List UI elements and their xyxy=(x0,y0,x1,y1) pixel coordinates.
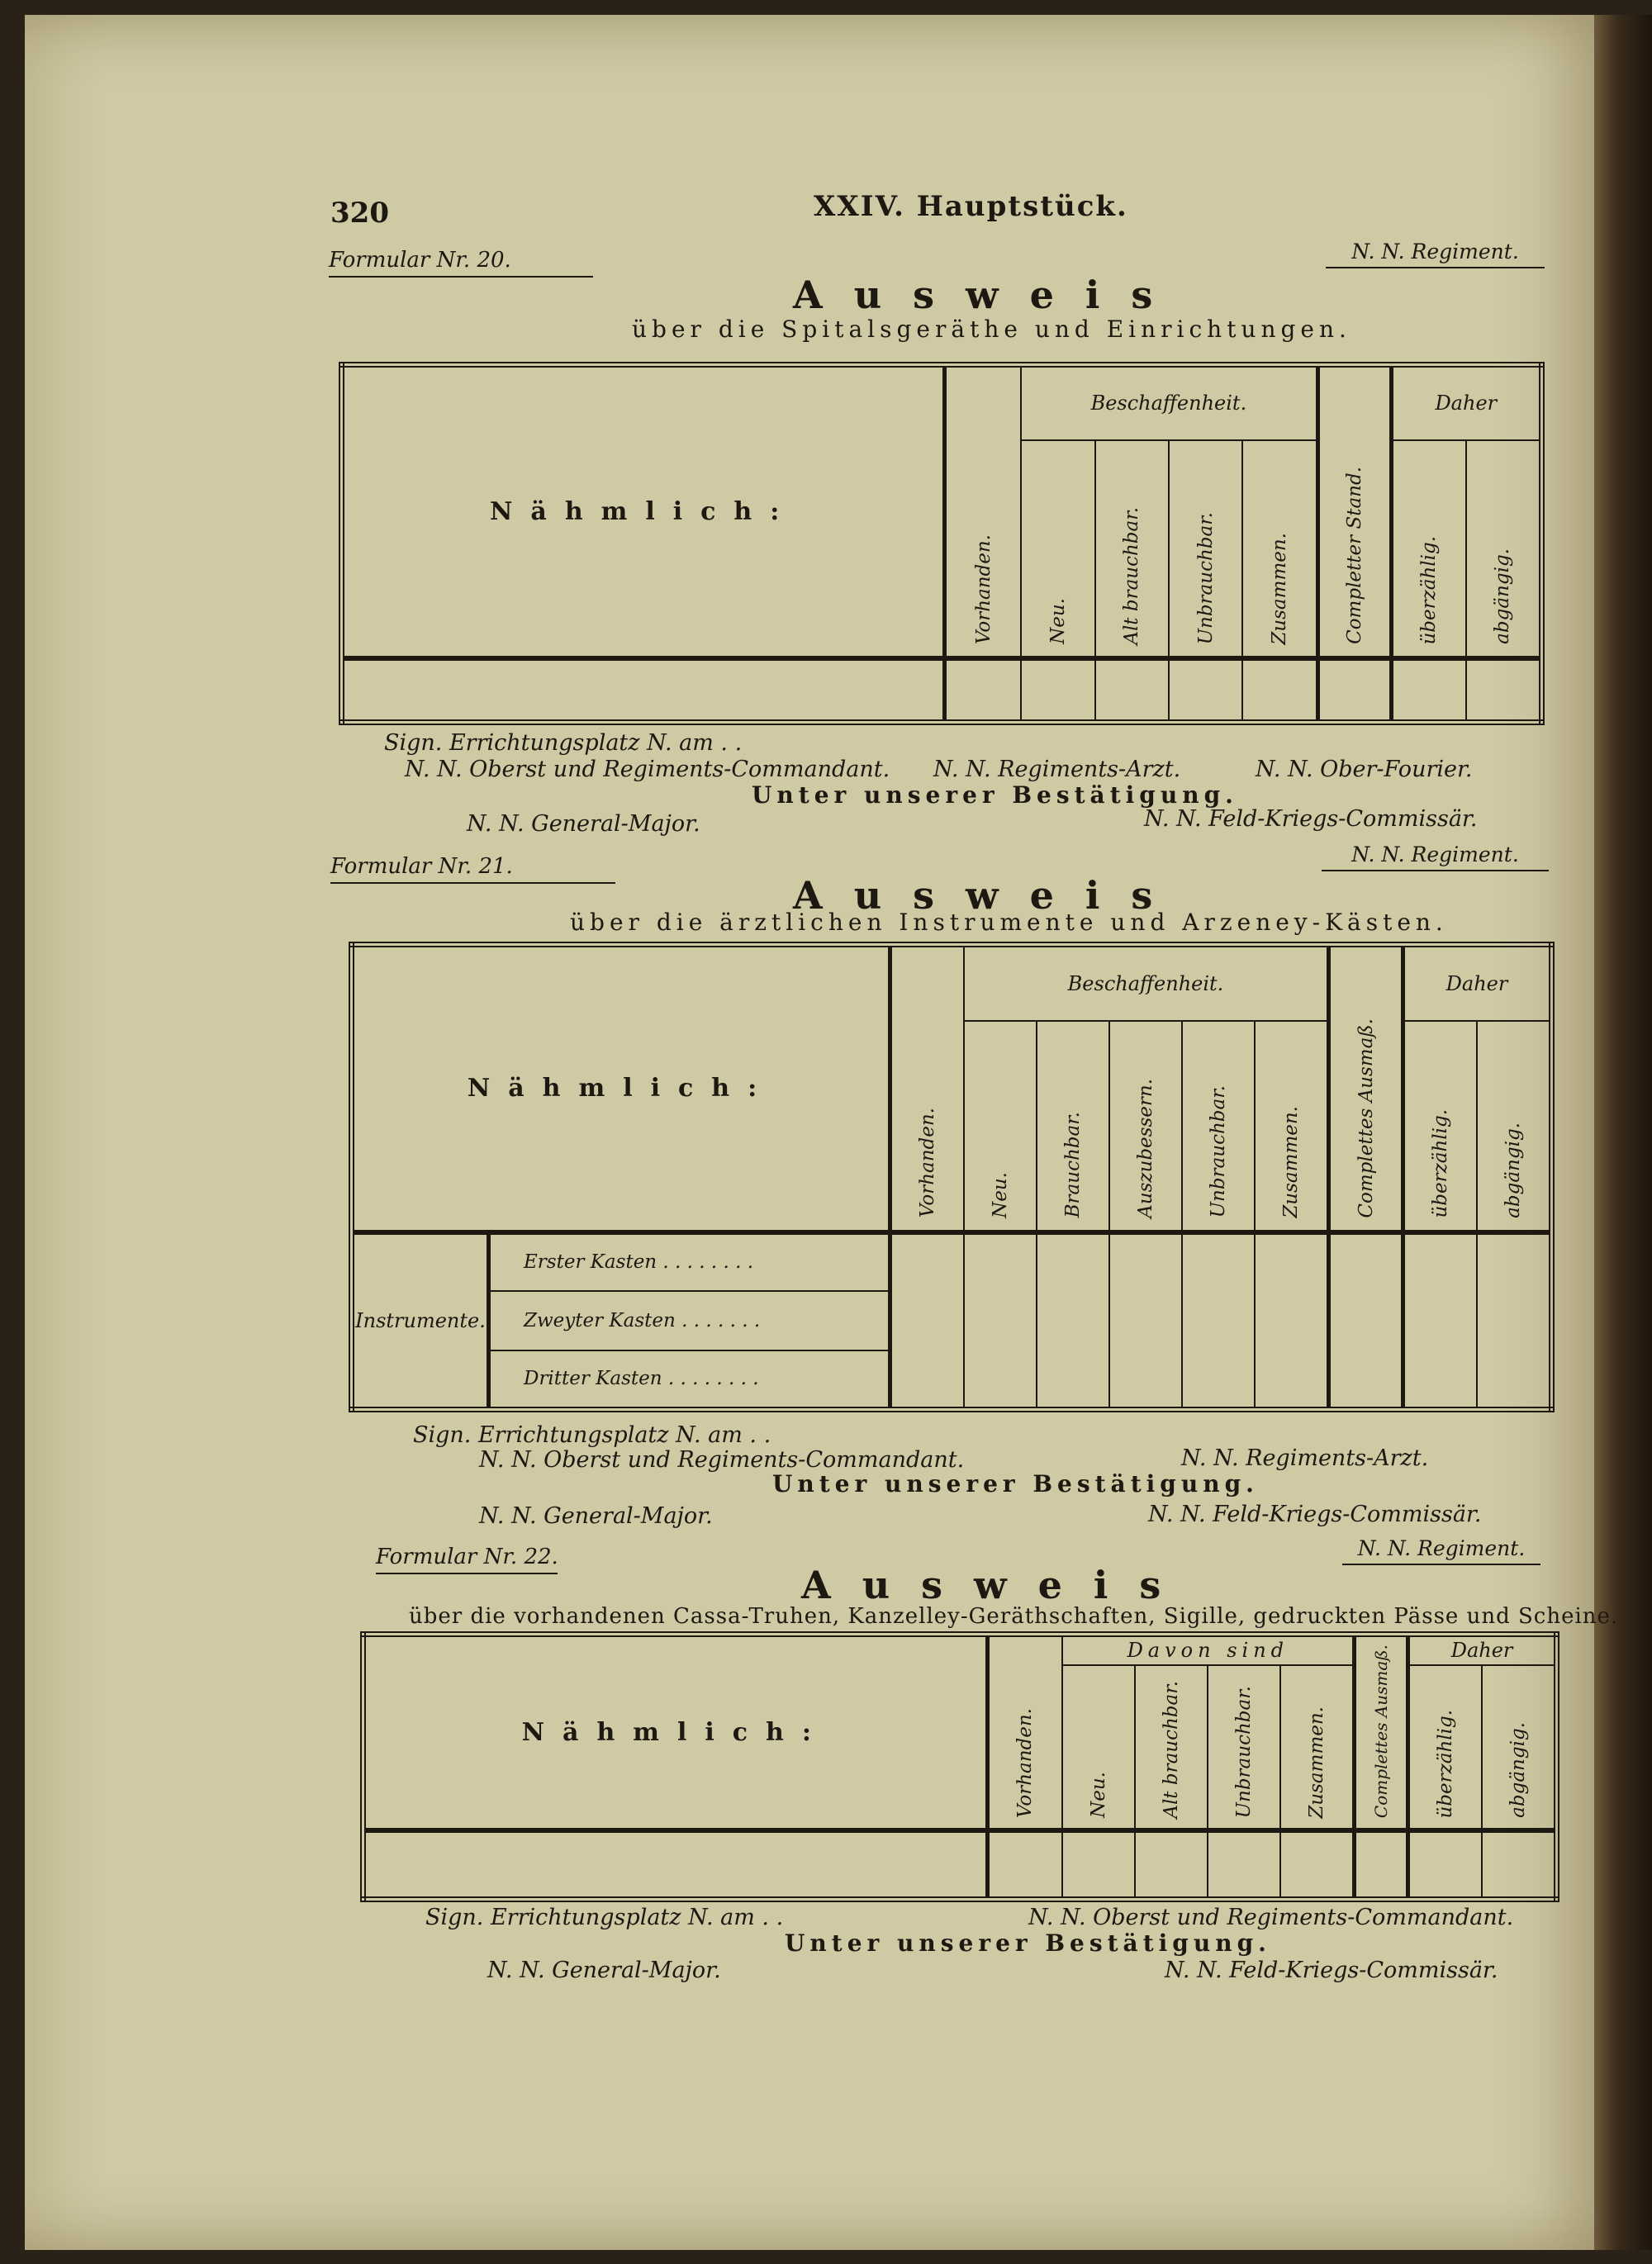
form-21-group1 xyxy=(964,945,1329,1021)
form-21-naehmlich-cell xyxy=(352,945,890,1232)
form-20-col-alt xyxy=(1095,440,1169,658)
form-21-col-complet xyxy=(1329,945,1403,1232)
book-gutter xyxy=(1594,15,1652,2250)
form-22-group2 xyxy=(1408,1635,1557,1665)
form-20-arzt: N. N. Regiments-Arzt. xyxy=(933,757,1181,782)
form-21-commissaer: N. N. Feld-Kriegs-Commissär. xyxy=(1148,1502,1482,1527)
form-22-zusammen-label: Zusammen. xyxy=(1306,1706,1328,1819)
page-number: 320 xyxy=(330,197,389,230)
form-20-group2 xyxy=(1391,365,1541,440)
form-20-col-unbrauchbar xyxy=(1169,440,1242,658)
form-20-subtitle: über die Spitalsgeräthe und Einrichtungen. xyxy=(632,316,1351,343)
form-22-group1 xyxy=(1062,1635,1354,1665)
form-22-col-vorhanden xyxy=(987,1635,1062,1831)
form-20-col-vorhanden xyxy=(945,365,1021,659)
form-21-col-brauchbar xyxy=(1037,1021,1109,1232)
form-22-data-row xyxy=(363,1830,1557,1899)
form-20-complet-label: Completter Stand. xyxy=(1343,467,1365,645)
form-22-signplace: Sign. Errichtungsplatz N. am . . xyxy=(425,1905,784,1930)
form-21-col-ueberzaehlig xyxy=(1403,1021,1478,1232)
form-20-data-row xyxy=(342,658,1542,722)
form-21-group2-label: Daher xyxy=(1446,971,1508,995)
form-22-confirm: Unter unserer Bestätigung. xyxy=(785,1929,1271,1957)
form-22-table xyxy=(360,1631,1559,1902)
form-22-col-abgaengig xyxy=(1482,1665,1556,1830)
form-21-col-abgaengig xyxy=(1477,1021,1552,1232)
form-22-group2-label: Daher xyxy=(1450,1639,1513,1663)
form-21-regiment: N. N. Regiment. xyxy=(1322,842,1549,871)
form-20-signplace: Sign. Errichtungsplatz N. am . . xyxy=(384,730,743,756)
form-21-confirm: Unter unserer Bestätigung. xyxy=(772,1470,1259,1497)
form-21-kasten-3: Dritter Kasten . . . . . . . . xyxy=(489,1350,890,1410)
form-20-group1 xyxy=(1021,365,1317,440)
chapter-heading: XXIV. Hauptstück. xyxy=(814,190,1128,223)
form-20-alt-label: Alt brauchbar. xyxy=(1121,506,1143,645)
form-21-neu-label: Neu. xyxy=(990,1171,1011,1218)
form-20-group1-label: Beschaffenheit. xyxy=(1090,392,1247,415)
form-22-col-complet xyxy=(1355,1635,1408,1831)
form-21-col-neu xyxy=(964,1021,1037,1232)
form-20-table xyxy=(339,362,1545,725)
form-20-vorhanden-label: Vorhanden. xyxy=(972,534,995,645)
form-21-ueberzaehlig-label: überzählig. xyxy=(1430,1109,1451,1218)
form-21-general: N. N. General-Major. xyxy=(479,1503,713,1529)
form-22-vorhanden-label: Vorhanden. xyxy=(1014,1708,1037,1819)
form-22-unbrauchbar-label: Unbrauchbar. xyxy=(1233,1685,1256,1819)
form-21-col-unbrauchbar xyxy=(1182,1021,1255,1232)
form-21-title: Ausweis xyxy=(793,873,1184,918)
form-22-col-unbrauchbar xyxy=(1208,1665,1280,1830)
form-20-general: N. N. General-Major. xyxy=(467,811,700,837)
form-22-subtitle: über die vorhandenen Cassa-Truhen, Kanzelley-Geräthschaften, Sigille, gedruckten Pässe und Scheine. xyxy=(409,1604,1619,1629)
form-22-col-alt xyxy=(1135,1665,1208,1830)
form-20-col-neu xyxy=(1021,440,1094,658)
form-21-row-kasten-1 xyxy=(352,1232,1552,1292)
form-21-unbrauchbar-label: Unbrauchbar. xyxy=(1208,1085,1229,1218)
form-21-group1-label: Beschaffenheit. xyxy=(1067,971,1224,995)
form-21-col-vorhanden xyxy=(890,945,965,1232)
form-21-instrumente-cell xyxy=(352,1232,489,1410)
form-20-col-complet xyxy=(1317,365,1391,659)
form-22-regiment: N. N. Regiment. xyxy=(1342,1536,1540,1565)
form-20-col-abgaengig xyxy=(1466,440,1542,658)
form-20-naehmlich: Nähmlich: xyxy=(489,497,798,527)
form-22-commissaer: N. N. Feld-Kriegs-Commissär. xyxy=(1165,1958,1498,1983)
form-22-abgaengig-label: abgängig. xyxy=(1507,1722,1530,1819)
form-20-naehmlich-cell xyxy=(342,365,945,659)
form-21-naehmlich: Nähmlich: xyxy=(467,1074,776,1104)
form-20-unbrauchbar-label: Unbrauchbar. xyxy=(1194,511,1217,645)
form-21-instrumente: Instrumente. xyxy=(355,1308,486,1332)
form-22-oberst: N. N. Oberst und Regiments-Commandant. xyxy=(1028,1905,1514,1930)
form-20-oberst: N. N. Oberst und Regiments-Commandant. xyxy=(405,757,890,782)
form-20-label: Formular Nr. 20. xyxy=(329,248,593,278)
form-21-kasten-1: Erster Kasten . . . . . . . . xyxy=(489,1232,890,1292)
form-20-title: Ausweis xyxy=(793,273,1184,317)
form-22-title: Ausweis xyxy=(801,1563,1193,1607)
form-21-abgaengig-label: abgängig. xyxy=(1502,1122,1524,1218)
form-21-complet-label: Complettes Ausmaß. xyxy=(1355,1018,1377,1218)
form-20-fourier: N. N. Ober-Fourier. xyxy=(1256,757,1473,782)
form-21-arzt: N. N. Regiments-Arzt. xyxy=(1181,1445,1429,1471)
form-21-col-zusammen xyxy=(1255,1021,1329,1232)
form-22-naehmlich: Nähmlich: xyxy=(521,1718,829,1748)
form-22-ueberzaehlig-label: überzählig. xyxy=(1435,1709,1457,1819)
form-21-brauchbar-label: Brauchbar. xyxy=(1062,1112,1084,1218)
form-20-col-ueberzaehlig xyxy=(1391,440,1466,658)
form-20-col-zusammen xyxy=(1242,440,1317,658)
form-21-col-auszubessern xyxy=(1109,1021,1182,1232)
form-20-commissaer: N. N. Feld-Kriegs-Commissär. xyxy=(1144,806,1478,832)
form-22-general: N. N. General-Major. xyxy=(487,1958,721,1983)
form-20-confirm: Unter unserer Bestätigung. xyxy=(752,781,1238,809)
form-22-label: Formular Nr. 22. xyxy=(376,1545,558,1574)
form-21-label: Formular Nr. 21. xyxy=(330,854,615,884)
form-21-kasten-2: Zweyter Kasten . . . . . . . xyxy=(489,1291,890,1350)
form-20-regiment: N. N. Regiment. xyxy=(1326,240,1545,268)
form-21-auszubessern-label: Auszubessern. xyxy=(1135,1078,1156,1218)
form-21-group2 xyxy=(1403,945,1552,1021)
form-21-oberst: N. N. Oberst und Regiments-Commandant. xyxy=(479,1447,965,1473)
form-21-table xyxy=(349,942,1555,1412)
form-22-neu-label: Neu. xyxy=(1088,1772,1110,1819)
form-22-complet-label: Complettes Ausmaß. xyxy=(1371,1645,1392,1819)
form-20-group2-label: Daher xyxy=(1435,392,1498,415)
form-20-zusammen-label: Zusammen. xyxy=(1268,532,1290,645)
form-22-alt-label: Alt brauchbar. xyxy=(1161,1680,1183,1819)
form-20-ueberzaehlig-label: überzählig. xyxy=(1418,535,1441,645)
form-22-col-zusammen xyxy=(1280,1665,1354,1830)
form-21-subtitle: über die ärztlichen Instrumente und Arzeney-Kästen. xyxy=(570,909,1448,936)
form-22-naehmlich-cell xyxy=(363,1635,988,1831)
form-20-neu-label: Neu. xyxy=(1047,598,1069,645)
form-22-col-ueberzaehlig xyxy=(1408,1665,1482,1830)
form-22-col-neu xyxy=(1062,1665,1135,1830)
form-21-zusammen-label: Zusammen. xyxy=(1280,1105,1302,1218)
form-21-signplace: Sign. Errichtungsplatz N. am . . xyxy=(413,1422,771,1448)
form-22-group1-label: Davon sind xyxy=(1127,1639,1289,1663)
form-21-vorhanden-label: Vorhanden. xyxy=(917,1108,938,1218)
form-20-abgaengig-label: abgängig. xyxy=(1492,548,1514,645)
